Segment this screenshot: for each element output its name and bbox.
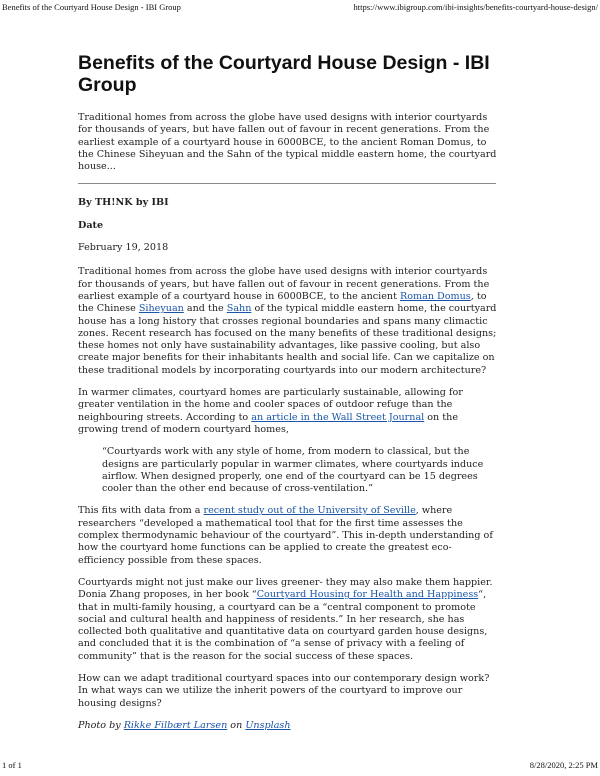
paragraph-2 xyxy=(78,387,498,436)
text: Courtyards might not just make our lives greener- they may also make them happier. Donia Zhang proposes, in her book “ xyxy=(78,576,493,601)
paragraph-4 xyxy=(78,577,498,663)
article-title: Benefits of the Courtyard House Design - IBI Group xyxy=(78,52,490,96)
article xyxy=(78,52,498,742)
print-header xyxy=(2,2,598,14)
paragraph-5: How can we adapt traditional courtyard spaces into our contemporary design work? In what ways can we utilize the inherit powers of the courtyard to improve our housing designs? xyxy=(78,672,490,709)
page-count: 1 of 1 xyxy=(2,760,22,770)
link-unsplash[interactable]: Unsplash xyxy=(245,719,291,731)
text: In warmer climates, courtyard homes are particularly sustainable, allowing for greater ventilation in the home and cooler spaces of outdoor refuge than the neighbouring streets. According to xyxy=(78,387,463,423)
publish-date: February 19, 2018 xyxy=(78,242,169,254)
link-photographer[interactable]: Rikke Filbært Larsen xyxy=(123,719,228,731)
link-siheyuan[interactable]: Siheyuan xyxy=(138,303,184,315)
date-label: Date xyxy=(78,219,104,231)
photo-credit xyxy=(78,720,498,732)
text: on xyxy=(227,719,246,731)
text: This fits with data from a xyxy=(78,505,204,517)
paragraph-3 xyxy=(78,505,498,566)
text: on the growing trend of modern courtyard homes, xyxy=(78,411,458,435)
quote: “Courtyards work with any style of home, from modern to classical, but the designs are particularly popular in warmer climates, where courtyards induce airflow. When designed properly, one end of the courtyard can be 15 degrees cooler than the other end because of cross-ventilation.” xyxy=(102,446,484,495)
text: of the typical middle eastern home, the courtyard house has a long history that crosses regional boundaries and spans many climactic zones. Recent research has focused on the many benefits of these traditional designs; these homes not only have sustainability advantages, like passive cooling, but also create major benefits for their inhabitants health and social life. Can we capitalize on these traditional models by incorporating courtyards into our modern architecture? xyxy=(78,303,497,376)
link-seville-study[interactable]: recent study out of the University of Seville xyxy=(203,505,416,517)
link-wsj-article[interactable]: an article in the Wall Street Journal xyxy=(251,411,425,423)
link-courtyard-book[interactable]: Courtyard Housing for Health and Happiness xyxy=(256,589,479,601)
byline: By TH!NK by IBI xyxy=(78,197,169,209)
print-timestamp: 8/28/2020, 2:25 PM xyxy=(529,760,598,770)
paragraph-1 xyxy=(78,266,498,377)
link-roman-domus[interactable]: Roman Domus xyxy=(400,290,471,302)
text: , where researchers “developed a mathematical tool that for the first time assesses the complex thermodynamic behaviour of the courtyard”. This in-depth understanding of how the courtyard home functions can be applied to create the greatest eco-efficiency possible from these spaces. xyxy=(78,505,493,566)
article-summary: Traditional homes from across the globe have used designs with interior courtyards for thousands of years, but have fallen out of favour in recent generations. From the earliest example of a courtyard house in 6000BCE, to the ancient Roman Domus, to the Chinese Siheyuan and the Sahn of the typical middle eastern home, the courtyard house... xyxy=(78,112,497,173)
divider xyxy=(78,183,496,184)
text: “, that in multi-family housing, a courtyard can be a “central component to promote social and cultural health and happiness of residents.” In her research, she has collected both qualitative and quantitative data on courtyard garden house designs, and concluded that it is the combination of “a sense of privacy with a feeling of community” that is the reason for the social success of these spaces. xyxy=(78,589,488,662)
link-sahn[interactable]: Sahn xyxy=(226,303,252,315)
header-page-title: Benefits of the Courtyard House Design - IBI Group xyxy=(2,2,181,12)
text: Traditional homes from across the globe have used designs with interior courtyards for thousands of years, but have fallen out of favour in recent generations. From the earliest example of a courtyard house in 6000BCE, to the ancient xyxy=(78,266,490,302)
text: Photo by xyxy=(78,719,124,731)
print-footer xyxy=(2,760,598,772)
header-url: https://www.ibigroup.com/ibi-insights/benefits-courtyard-house-design/ xyxy=(353,2,598,12)
text: , to the Chinese xyxy=(78,290,487,315)
text: and the xyxy=(183,303,227,315)
